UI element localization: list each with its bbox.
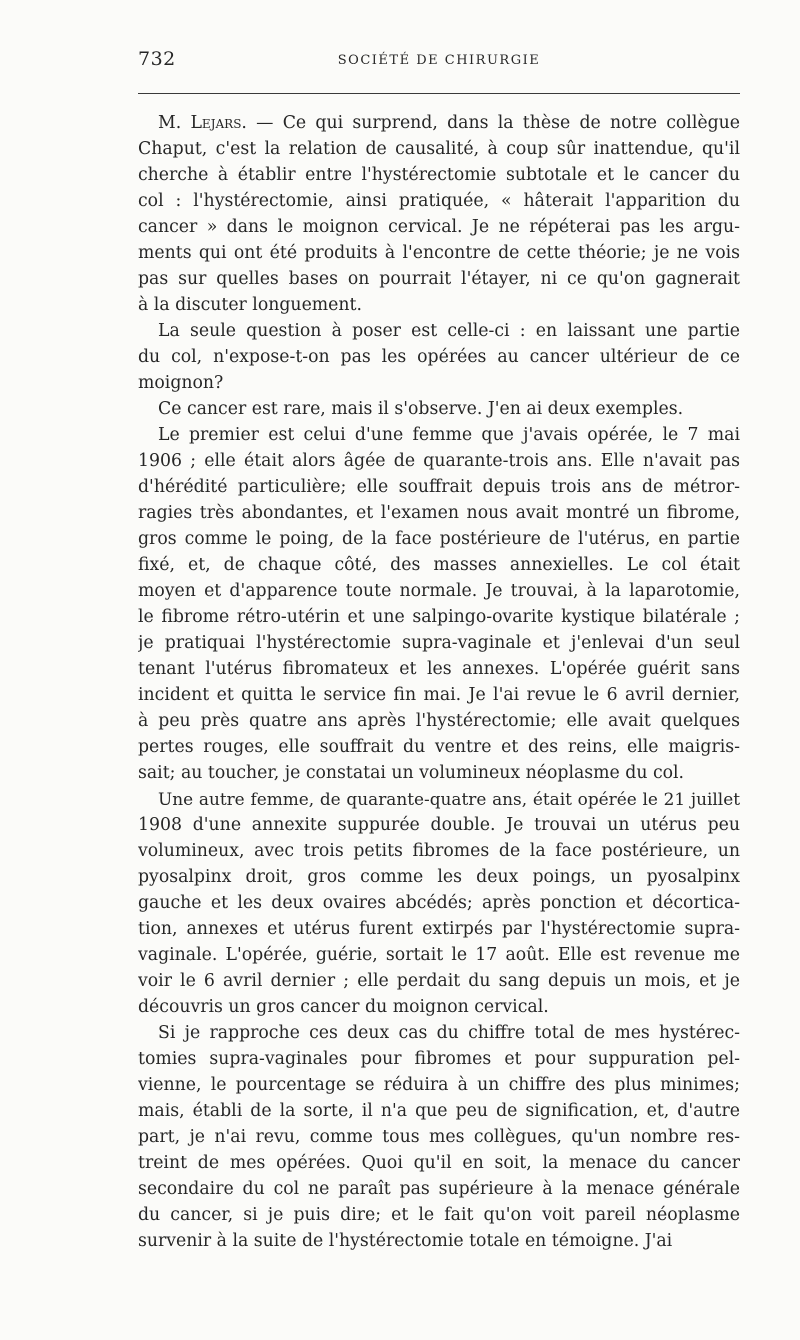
paragraph bbox=[138, 786, 740, 1020]
text-line: treint de mes opérées. Quoi qu'il en soit, la menace du cancer bbox=[138, 1153, 740, 1173]
text-line: fixé, et, de chaque côté, des masses annexielles. Le col était bbox=[138, 555, 740, 575]
text-line: col : l'hystérectomie, ainsi pratiquée, « hâterait l'apparition du bbox=[138, 191, 740, 211]
paragraph bbox=[138, 318, 740, 396]
paragraph bbox=[138, 110, 740, 318]
text-line: voir le 6 avril dernier ; elle perdait du sang depuis un mois, et je bbox=[138, 971, 740, 991]
text-line: 1908 d'une annexite suppurée double. Je trouvai un utérus peu bbox=[138, 815, 740, 835]
body-text bbox=[138, 110, 740, 1254]
text-line: secondaire du col ne paraît pas supérieure à la menace générale bbox=[138, 1179, 740, 1199]
text-line: tomies supra-vaginales pour fibromes et pour suppuration pel- bbox=[138, 1049, 740, 1069]
text-line: vienne, le pourcentage se réduira à un chiffre des plus minimes; bbox=[138, 1075, 740, 1095]
text-line: moignon? bbox=[138, 373, 224, 393]
text-line: volumineux, avec trois petits fibromes de la face postérieure, un bbox=[138, 841, 740, 861]
text-line: je pratiquai l'hystérectomie supra-vaginale et j'enlevai d'un seul bbox=[138, 633, 740, 653]
text-line: pas sur quelles bases on pourrait l'étayer, ni ce qu'on gagnerait bbox=[138, 269, 740, 289]
paragraph bbox=[138, 1020, 740, 1254]
text-line: ragies très abondantes, et l'examen nous avait montré un fibrome, bbox=[138, 503, 740, 523]
text-line: pyosalpinx droit, gros comme les deux poings, un pyosalpinx bbox=[138, 867, 740, 887]
page-header bbox=[138, 48, 740, 76]
paragraph bbox=[138, 396, 740, 422]
text-line: vaginale. L'opérée, guérie, sortait le 17 août. Elle est revenue me bbox=[138, 945, 740, 965]
text-line: La seule question à poser est celle-ci : en laissant une partie bbox=[158, 321, 740, 341]
text-line: d'hérédité particulière; elle souffrait depuis trois ans de métror- bbox=[138, 477, 740, 497]
text-line: moyen et d'apparence toute normale. Je trouvai, à la laparotomie, bbox=[138, 581, 740, 601]
text-line: tion, annexes et utérus furent extirpés par l'hystérectomie supra- bbox=[138, 919, 740, 939]
text-line: incident et quitta le service fin mai. Je l'ai revue le 6 avril dernier, bbox=[138, 685, 740, 705]
paragraph bbox=[138, 422, 740, 786]
text-line: Une autre femme, de quarante-quatre ans, était opérée le 21 juillet bbox=[158, 789, 740, 809]
text-line: part, je n'ai revu, comme tous mes collègues, qu'un nombre res- bbox=[138, 1127, 740, 1147]
text-line: Si je rapproche ces deux cas du chiffre total de mes hystérec- bbox=[158, 1023, 740, 1043]
page-number: 732 bbox=[138, 48, 176, 70]
text-line: pertes rouges, elle souffrait du ventre et des reins, elle maigris- bbox=[138, 737, 740, 757]
text-line: cancer » dans le moignon cervical. Je ne répéterai pas les argu- bbox=[138, 217, 740, 237]
running-head: SOCIÉTÉ DE CHIRURGIE bbox=[337, 53, 541, 68]
text-line: cherche à établir entre l'hystérectomie subtotale et le cancer du bbox=[138, 165, 740, 185]
text-line: gros comme le poing, de la face postérieure de l'utérus, en partie bbox=[138, 529, 740, 549]
text-line: M. Lejars. — Ce qui surprend, dans la thèse de notre collègue bbox=[158, 113, 740, 133]
text-line: Le premier est celui d'une femme que j'avais opérée, le 7 mai bbox=[158, 425, 740, 445]
text-line: Chaput, c'est la relation de causalité, à coup sûr inattendue, qu'il bbox=[138, 139, 740, 159]
text-line: le fibrome rétro-utérin et une salpingo-ovarite kystique bilatérale ; bbox=[138, 607, 740, 627]
text-line: ments qui ont été produits à l'encontre de cette théorie; je ne vois bbox=[138, 243, 740, 263]
text-line: sait; au toucher, je constatai un volumineux néoplasme du col. bbox=[138, 763, 685, 783]
text-line: découvris un gros cancer du moignon cervical. bbox=[138, 997, 549, 1017]
header-rule bbox=[138, 93, 740, 94]
text-line: 1906 ; elle était alors âgée de quarante-trois ans. Elle n'avait pas bbox=[138, 451, 740, 471]
text-line: à peu près quatre ans après l'hystérectomie; elle avait quelques bbox=[138, 711, 740, 731]
text-line: du col, n'expose-t-on pas les opérées au cancer ultérieur de ce bbox=[138, 347, 740, 367]
text-line: à la discuter longuement. bbox=[138, 295, 362, 315]
text-line: du cancer, si je puis dire; et le fait qu'on voit pareil néoplasme bbox=[138, 1205, 740, 1225]
text-line: gauche et les deux ovaires abcédés; après ponction et décortica- bbox=[138, 893, 740, 913]
text-line: mais, établi de la sorte, il n'a que peu de signification, et, d'autre bbox=[138, 1101, 740, 1121]
text-line: survenir à la suite de l'hystérectomie totale en témoigne. J'ai bbox=[138, 1231, 673, 1251]
text-line: tenant l'utérus fibromateux et les annexes. L'opérée guérit sans bbox=[138, 659, 740, 679]
text-line: Ce cancer est rare, mais il s'observe. J'en ai deux exemples. bbox=[158, 399, 684, 419]
